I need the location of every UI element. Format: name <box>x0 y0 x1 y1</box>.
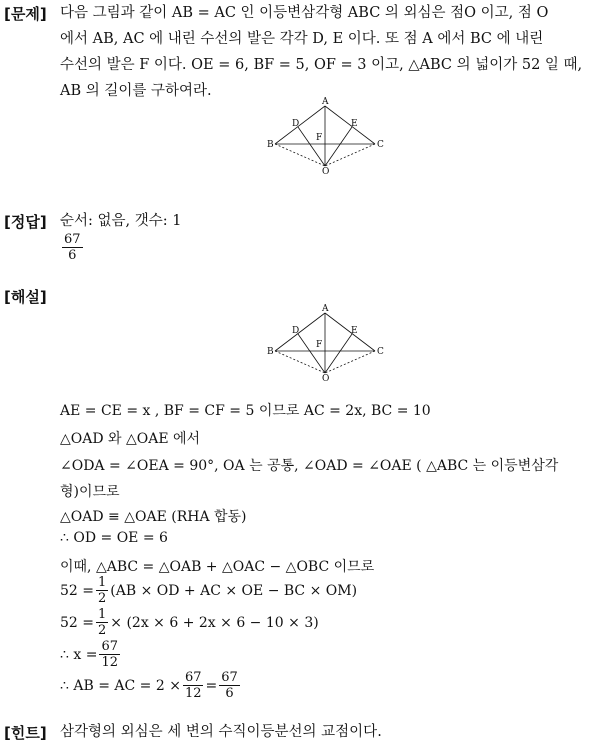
problem-line-1: 다음 그림과 같이 AB = AC 인 이등변삼각형 ABC 의 외심은 점O 이고, 점 O <box>60 5 549 21</box>
answer-label: [정답] <box>4 213 47 231</box>
solution-line-4: 형)이므로 <box>60 484 120 500</box>
answer-denominator: 6 <box>68 248 77 263</box>
x-num: 67 <box>101 639 118 654</box>
half-den-2: 2 <box>98 623 107 638</box>
label-f-2: F <box>316 340 323 350</box>
label-c: C <box>377 140 384 150</box>
triangle-figure <box>262 96 387 178</box>
answer-fraction <box>62 232 83 263</box>
label-b-2: B <box>267 347 274 357</box>
half-num-2: 1 <box>98 607 107 622</box>
hint-label: [힌트] <box>4 724 47 742</box>
x-fraction <box>99 639 120 670</box>
label-o: O <box>322 167 330 177</box>
solution-line-10 <box>60 639 122 670</box>
hint-text: 삼각형의 외심은 세 변의 수직이등분선의 교점이다. <box>60 724 382 740</box>
solution-line-3: ∠ODA = ∠OEA = 90°, OA 는 공통, ∠OAD = ∠OAE ( △ABC 는 이등변삼각 <box>60 458 559 474</box>
solution-label: [해설] <box>4 288 47 306</box>
label-d: D <box>292 119 300 129</box>
solution-line-5: △OAD ≡ △OAE (RHA 합동) <box>60 509 247 525</box>
line10-lhs: ∴ x = <box>60 646 98 663</box>
line9-lhs: 52 = <box>60 614 94 631</box>
line8-lhs: 52 = <box>60 582 94 599</box>
line8-rhs: (AB × OD + AC × OE − BC × OM) <box>110 582 358 599</box>
half-fraction-2 <box>96 607 108 638</box>
label-b: B <box>267 140 274 150</box>
half-fraction <box>96 575 108 606</box>
line11-eq: = <box>205 677 218 694</box>
problem-line-4: AB 의 길이를 구하여라. <box>60 83 212 99</box>
solution-line-1: AE = CE = x , BF = CF = 5 이므로 AC = 2x, BC = 10 <box>60 403 431 419</box>
x-num-2: 67 <box>184 670 202 685</box>
solution-line-8 <box>60 575 357 606</box>
problem-line-3: 수선의 발은 F 이다. OE = 6, BF = 5, OF = 3 이고, △ABC 의 넓이가 52 일 때, <box>60 57 583 73</box>
line11-lhs: ∴ AB = AC = 2 × <box>60 677 181 694</box>
x-fraction-2 <box>183 670 204 701</box>
ab-num: 67 <box>221 670 238 685</box>
problem-label: [문제] <box>4 5 47 23</box>
label-f: F <box>316 133 323 143</box>
answer-text: 순서: 없음, 갯수: 1 <box>60 213 182 229</box>
label-d-2: D <box>292 326 300 336</box>
label-e: E <box>351 119 358 129</box>
ab-fraction <box>219 670 240 701</box>
solution-figure <box>262 303 387 385</box>
problem-text <box>60 0 582 104</box>
label-e-2: E <box>351 326 358 336</box>
problem-line-2: 에서 AB, AC 에 내린 수선의 발은 각각 D, E 이다. 또 점 A 에서 BC 에 내린 <box>60 31 544 47</box>
solution-line-2: △OAD 와 △OAE 에서 <box>60 431 201 447</box>
label-a: A <box>322 97 329 107</box>
ab-den: 6 <box>225 686 234 701</box>
label-o-2: O <box>322 374 330 384</box>
x-den: 12 <box>101 655 118 670</box>
solution-line-7: 이때, △ABC = △OAB + △OAC − △OBC 이므로 <box>60 559 375 575</box>
solution-line-11 <box>60 670 242 701</box>
label-c-2: C <box>377 347 384 357</box>
solution-line-9 <box>60 607 319 638</box>
label-a-2: A <box>322 304 329 314</box>
answer-numerator: 67 <box>64 232 81 247</box>
x-den-2: 12 <box>184 686 202 701</box>
solution-line-6: ∴ OD = OE = 6 <box>60 530 168 546</box>
half-den: 2 <box>98 591 107 606</box>
half-num: 1 <box>98 575 107 590</box>
line9-rhs: × (2x × 6 + 2x × 6 − 10 × 3) <box>110 614 319 631</box>
